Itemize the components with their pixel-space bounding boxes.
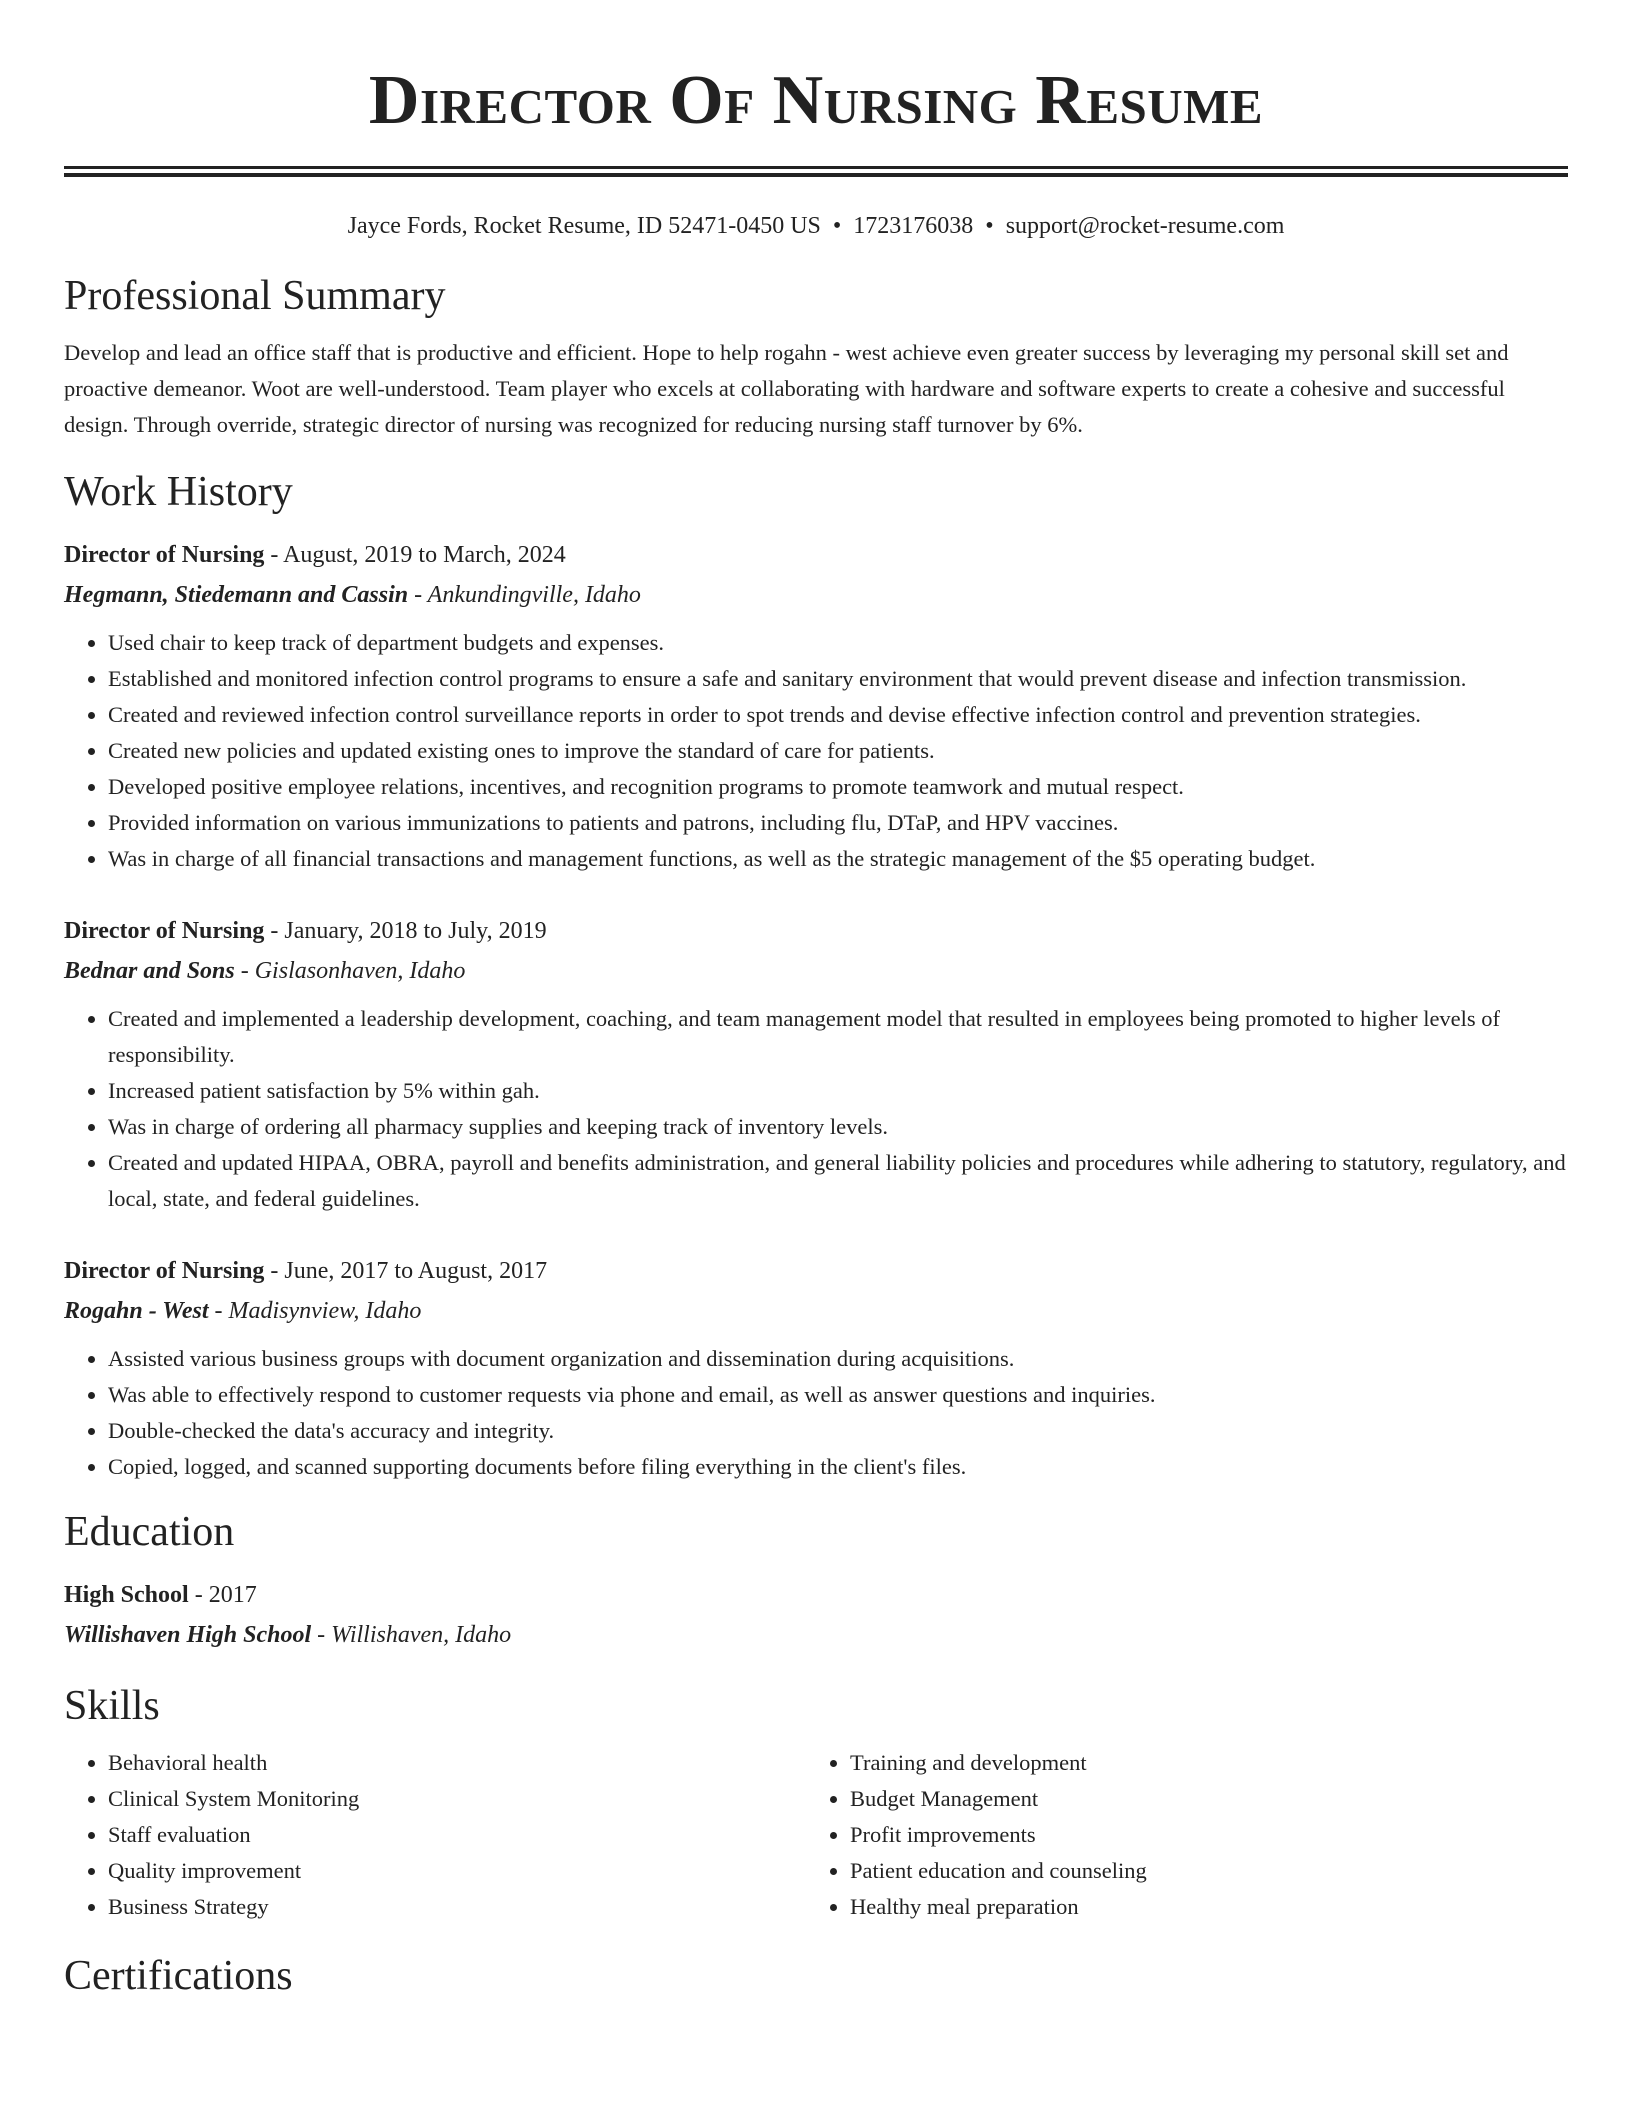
- education-degree: High School: [64, 1582, 189, 1608]
- list-item: • Used chair to keep track of department budgets and expenses.: [108, 625, 1568, 661]
- list-item: • Established and monitored infection control programs to ensure a safe and sanitary environment that would prevent disease and infection transmission.: [108, 661, 1568, 697]
- list-item: • Increased patient satisfaction by 5% within gah.: [108, 1073, 1568, 1109]
- job-title: Director of Nursing: [64, 918, 265, 944]
- job-company-line: [64, 575, 1568, 615]
- skills-left-column: [64, 1745, 806, 1925]
- skills-columns: [64, 1745, 1568, 1925]
- list-item: • Was able to effectively respond to customer requests via phone and email, as well as answer questions and inquiries.: [108, 1377, 1568, 1413]
- list-item: • Double-checked the data's accuracy and integrity.: [108, 1413, 1568, 1449]
- list-item: • Was in charge of ordering all pharmacy supplies and keeping track of inventory levels.: [108, 1109, 1568, 1145]
- contact-email: support@rocket-resume.com: [1005, 213, 1285, 239]
- job-title-line: [64, 1251, 1568, 1291]
- skill-item: • Business Strategy: [108, 1889, 806, 1925]
- list-item: • Created and updated HIPAA, OBRA, payroll and benefits administration, and general liability policies and procedures while adhering to statutory, regulatory, and local, state, and federal guidelines.: [108, 1145, 1568, 1217]
- list-item: • Assisted various business groups with document organization and dissemination during acquisitions.: [108, 1341, 1568, 1377]
- job-dates: - June, 2017 to August, 2017: [264, 1258, 548, 1284]
- job-company-line: [64, 1291, 1568, 1331]
- job-entry: [64, 911, 1568, 1217]
- job-company: Bednar and Sons: [64, 958, 235, 984]
- job-company: Hegmann, Stiedemann and Cassin: [64, 582, 409, 608]
- contact-separator: •: [985, 213, 994, 239]
- section-heading-skills: Skills: [64, 1683, 160, 1729]
- section-heading-summary: Professional Summary: [64, 273, 446, 319]
- job-entry: [64, 535, 1568, 877]
- job-title: Director of Nursing: [64, 1258, 265, 1284]
- job-dates: - January, 2018 to July, 2019: [264, 918, 547, 944]
- skill-item: • Clinical System Monitoring: [108, 1781, 806, 1817]
- contact-address: Jayce Fords, Rocket Resume, ID 52471-0450 US: [347, 213, 821, 239]
- summary-text: Develop and lead an office staff that is productive and efficient. Hope to help rogahn - west achieve even greater success by leveraging my personal skill set and proactive demeanor. Woot are well-understood. Team player who excels at collaborating with hardware and software experts to create a cohesive and successful design. Through override, strategic director of nursing was recognized for reducing nursing staff turnover by 6%.: [64, 340, 1509, 437]
- list-item: • Developed positive employee relations, incentives, and recognition programs to promote teamwork and mutual respect.: [108, 769, 1568, 805]
- list-item: • Copied, logged, and scanned supporting documents before filing everything in the client's files.: [108, 1449, 1568, 1485]
- skill-item: • Patient education and counseling: [850, 1853, 1548, 1889]
- education-entry: [64, 1575, 1568, 1655]
- skill-item: • Quality improvement: [108, 1853, 806, 1889]
- job-bullets: [64, 1001, 1568, 1217]
- contact-line: [64, 211, 1568, 241]
- education-school: Willishaven High School: [64, 1622, 312, 1648]
- list-item: • Created new policies and updated existing ones to improve the standard of care for patients.: [108, 733, 1568, 769]
- list-item: • Created and reviewed infection control surveillance reports in order to spot trends and devise effective infection control and prevention strategies.: [108, 697, 1568, 733]
- skill-item: • Behavioral health: [108, 1745, 806, 1781]
- job-title: Director of Nursing: [64, 542, 265, 568]
- section-heading-work-history: Work History: [64, 469, 293, 515]
- section-heading-certifications: Certifications: [64, 1953, 293, 1999]
- resume-page: [64, 0, 1568, 2001]
- job-location: - Madisynview, Idaho: [208, 1298, 422, 1324]
- job-location: - Ankundingville, Idaho: [408, 582, 641, 608]
- skill-item: • Staff evaluation: [108, 1817, 806, 1853]
- job-title-line: [64, 911, 1568, 951]
- title-divider: [64, 166, 1568, 177]
- job-entry: [64, 1251, 1568, 1485]
- contact-separator: •: [832, 213, 842, 239]
- page-title: Director Of Nursing Resume: [368, 62, 1264, 139]
- job-company: Rogahn - West: [64, 1298, 209, 1324]
- education-location: - Willishaven, Idaho: [311, 1622, 512, 1648]
- job-bullets: [64, 1341, 1568, 1485]
- job-company-line: [64, 951, 1568, 991]
- skill-item: • Budget Management: [850, 1781, 1548, 1817]
- education-year: - 2017: [188, 1582, 257, 1608]
- list-item: • Was in charge of all financial transactions and management functions, as well as the strategic management of the $5 operating budget.: [108, 841, 1568, 877]
- education-degree-line: [64, 1575, 1568, 1615]
- skill-item: • Training and development: [850, 1745, 1548, 1781]
- skills-right-column: [806, 1745, 1548, 1925]
- list-item: • Provided information on various immunizations to patients and patrons, including flu, DTaP, and HPV vaccines.: [108, 805, 1568, 841]
- contact-phone: 1723176038: [853, 213, 974, 239]
- job-dates: - August, 2019 to March, 2024: [264, 542, 566, 568]
- job-bullets: [64, 625, 1568, 877]
- skill-item: • Profit improvements: [850, 1817, 1548, 1853]
- list-item: • Created and implemented a leadership development, coaching, and team management model that resulted in employees being promoted to higher levels of responsibility.: [108, 1001, 1568, 1073]
- section-heading-education: Education: [64, 1509, 235, 1555]
- skill-item: • Healthy meal preparation: [850, 1889, 1548, 1925]
- education-school-line: [64, 1615, 1568, 1655]
- job-location: - Gislasonhaven, Idaho: [234, 958, 466, 984]
- job-title-line: [64, 535, 1568, 575]
